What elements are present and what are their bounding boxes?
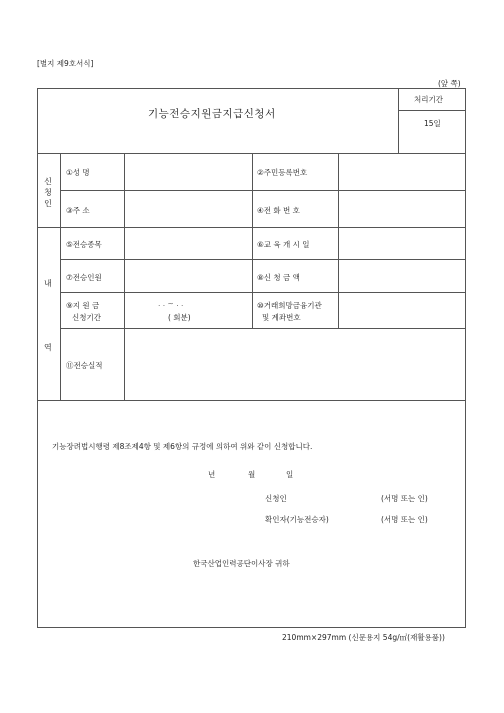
date-day-label: 일 — [286, 470, 294, 479]
processing-period-value: 15일 — [424, 119, 441, 128]
field-record-label: ⑪전승실적 — [66, 361, 103, 370]
field-period-label-line1: ⑨지 원 금 — [66, 301, 100, 310]
signer-applicant-sign: (서명 또는 인) — [381, 494, 428, 503]
field-address-label: ③주 소 — [66, 206, 90, 215]
declaration-text: 기능장려법시행령 제8조제4항 및 제6항의 규정에 의하여 위와 같이 신청합니다. — [52, 442, 313, 451]
field-amount-label: ⑧신 청 금 액 — [257, 273, 300, 282]
field-period-label-line2: 신청기간 — [72, 313, 101, 322]
section-content-label-top: 내 — [44, 279, 52, 288]
date-year-label: 년 — [208, 470, 216, 479]
field-bank-label-line1: ⑩거래희망금융기관 — [257, 301, 322, 310]
signer-confirmer-label: 확인자(기능전승자) — [265, 515, 329, 524]
field-edu-date-label: ⑥교 육 개 시 일 — [257, 240, 310, 249]
field-trainee-label: ⑦전승인원 — [66, 273, 102, 282]
field-bank-label-line2: 및 계좌번호 — [262, 313, 301, 322]
section-applicant-label — [43, 176, 53, 209]
field-period-value-line1: . . ~ . . — [158, 299, 184, 308]
date-month-label: 월 — [248, 470, 256, 479]
field-period-value-line2: ( 회분) — [168, 313, 191, 322]
field-name-label: ①성 명 — [66, 168, 90, 177]
section-content-label-bottom: 역 — [44, 343, 52, 352]
signer-applicant-label: 신청인 — [265, 494, 287, 503]
recipient-text: 한국산업인력공단이사장 귀하 — [193, 559, 290, 568]
field-category-label: ⑤전승종목 — [66, 240, 102, 249]
field-rrn-label: ②주민등록번호 — [257, 168, 308, 177]
paper-spec-footer: 210mm×297mm (신문용지 54g/㎡(재활용품)) — [282, 633, 445, 642]
form-title: 기능전승지원금지급신청서 — [148, 108, 276, 120]
form-number-label: [별지 제9호서식] — [37, 59, 94, 68]
field-phone-label: ④전 화 번 호 — [257, 206, 300, 215]
signer-confirmer-sign: (서명 또는 인) — [381, 515, 428, 524]
processing-period-label: 처리기간 — [414, 95, 443, 104]
section-applicant-text: 신청인 — [44, 177, 52, 208]
page-side-label: (앞 쪽) — [438, 79, 461, 88]
